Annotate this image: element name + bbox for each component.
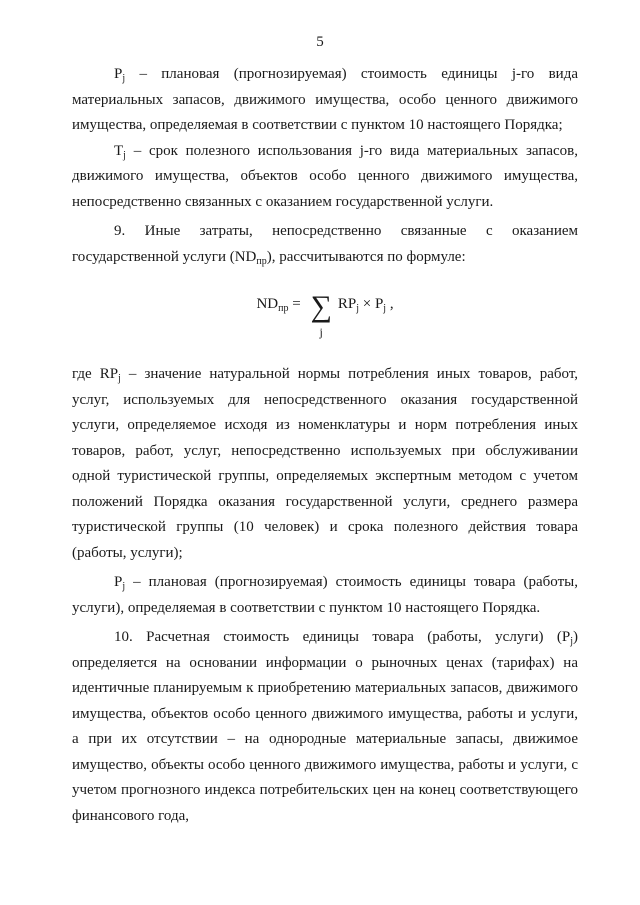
paragraph-item-10 (72, 625, 578, 829)
symbol-subscript: пр (256, 255, 267, 267)
paragraph-text: ), рассчитываются по формуле: (266, 248, 466, 265)
paragraph-rpj-definition (72, 362, 578, 566)
formula-equals: = (288, 296, 305, 312)
paragraph-text: – срок полезного использования j-го вида материальных запасов, движимого имущества, объектов особо ценного движимого имущества, непосредственно связанных с оказанием государственной услуги. (72, 142, 578, 210)
sigma-glyph: ∑ (310, 290, 332, 323)
paragraph-text: – плановая (прогнозируемая) стоимость единицы j-го вида материальных запасов, движимого имущества, особо ценного движимого имущества, определяемая в соответствии с пунктом 10 настоящего Порядка; (72, 66, 578, 133)
paragraph-text: 10. Расчетная стоимость единицы товара (работы, услуги) (P (114, 629, 571, 645)
paragraph-lead: где RP (72, 366, 119, 382)
paragraph-item-9 (72, 219, 578, 270)
symbol-subscript: j (122, 73, 126, 84)
symbol-p: P (114, 574, 123, 590)
page-number: 5 (316, 34, 324, 50)
symbol-subscript: j (570, 636, 573, 647)
document-body (72, 62, 578, 829)
paragraph-pj-definition (72, 62, 578, 139)
paragraph-text: ) определяется на основании информации о рыночных ценах (тарифах) на идентичные планируемым к приобретению материальных запасов, движимого имущества, объектов особо ценного движимого имущества, работы и услуги, а при их отсутствии – на однородные материальные запасы, движимое имущество, объекты особо ценного движимого имущества, работы и услуги, с учетом прогнозного индекса потребительских цен на конец соответствующего финансового года, (72, 629, 578, 824)
symbol-subscript: j (122, 581, 126, 592)
paragraph-tj-definition (72, 139, 578, 216)
formula-term-p: P (374, 296, 384, 312)
paragraph-text: – плановая (прогнозируемая) стоимость единицы товара (работы, услуги), определяемая в соответствии с пунктом 10 настоящего Порядка. (72, 574, 578, 616)
formula-lhs: ND (256, 296, 279, 312)
formula-nd (72, 278, 578, 356)
formula-lhs-subscript: пр (278, 303, 289, 314)
formula-term-rp: RP (337, 296, 357, 312)
sum-symbol (310, 290, 332, 339)
symbol-subscript: j (118, 373, 121, 384)
formula-line (72, 290, 578, 339)
paragraph-text: – значение натуральной нормы потребления иных товаров, работ, услуг, используемых для непосредственного оказания государственной услуги, определяемое исходя из номенклатуры и норм потребления иных товаров, работ, услуг, непосредственно используемых при обслуживании одной туристической группы, определяемых экспертным методом с учетом положений Порядка оказания государственной услуги, среднего размера туристической группы (10 человек) и срока полезного действия товара (работы, услуги); (72, 366, 579, 561)
symbol-p: P (114, 66, 123, 82)
formula-times: × (358, 296, 375, 312)
formula-term-rp-subscript: j (356, 303, 359, 314)
formula-term-p-subscript: j (383, 303, 387, 314)
sigma-subscript: j (319, 325, 323, 339)
paragraph-text: 9. Иные затраты, непосредственно связанные с оказанием государственной услуги (ND (72, 223, 578, 265)
paragraph-pj-definition-2 (72, 570, 578, 621)
symbol-subscript: j (123, 149, 126, 161)
symbol-t: T (114, 142, 124, 159)
formula-tail: , (386, 296, 394, 312)
